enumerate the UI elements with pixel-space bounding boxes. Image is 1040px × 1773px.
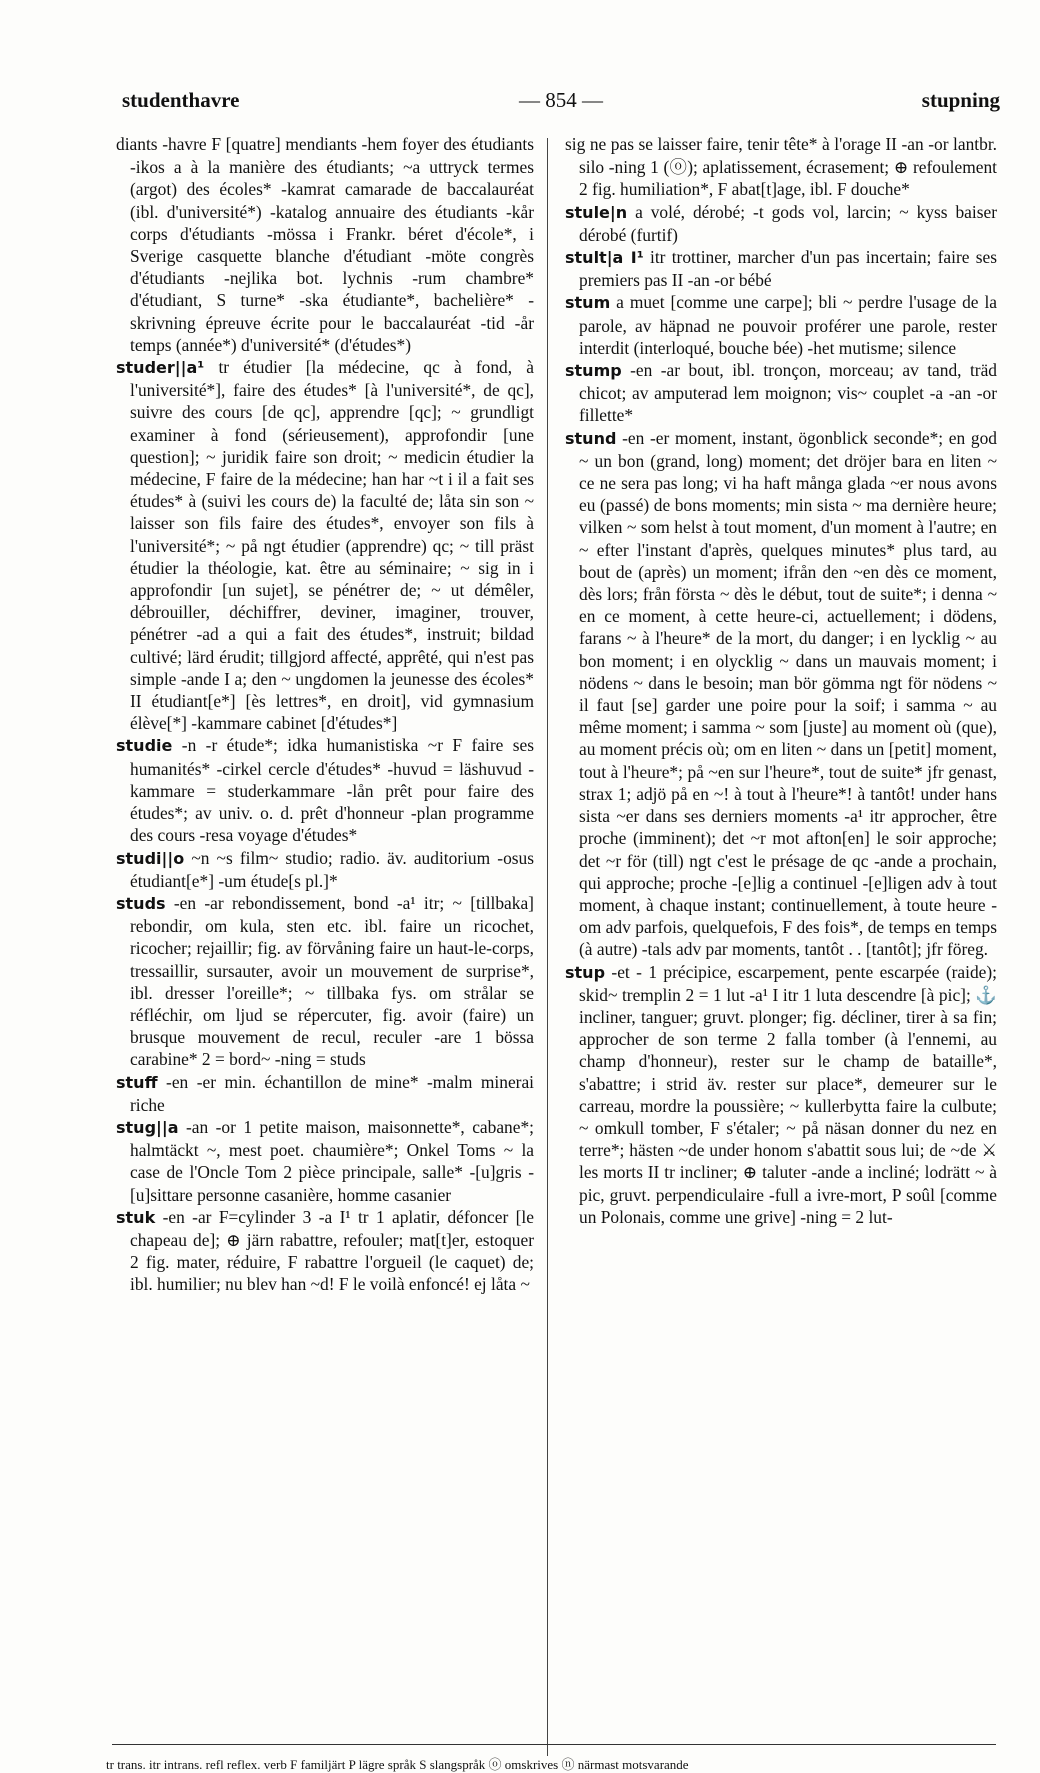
entry-headword: studi||o — [116, 848, 185, 868]
entry-headword: stum — [565, 293, 611, 313]
dictionary-entry — [565, 359, 997, 427]
page-header — [122, 84, 1000, 114]
entry-text: -en -ar bout, ibl. tronçon, morceau; av tand, träd chicot; av amputerad lem moignon; vis~ couplet -a -an -or fillette* — [579, 360, 997, 426]
entry-text: tr étudier [la médecine, qc à fond, à l'université*], faire des études* [à l'université*, de qc], suivre des cours [de qc], apprendre [qc]; ~ grundligt examiner à fond (sérieusement), approfondir [une question]; ~ juridik faire son droit; ~ medicin étudier la médecine, F faire de la médecine; han har ~t i il a fait ses études* à (suivi les cours de) la faculté de; låta sin son ~ laisser son fils faire des études*, envoyer son fils à l'université*; ~ på ngt étudier (apprendre) qc; ~ till präst étudier la théologie, kat. être au séminaire; ~ sig in i approfondir [un sujet], se pénétrer de; ~ ut démêler, débrouiller, déchiffrer, deviner, imaginer, trouver, pénétrer -ad a qui a fait des études*, instruit; bildad cultivé; lärd érudit; tillgjord affecté, apprêté, qui n'est pas simple -ande I a; den ~ ungdomen la jeunesse des écoles* II étudiant[e*] [ès lettres*, en droit], vid gymnasium élève[*] -kammare cabinet [d'études*] — [130, 357, 534, 734]
entry-headword: studie — [116, 736, 173, 756]
dictionary-entry — [565, 246, 997, 291]
entry-text: itr trottiner, marcher d'un pas incertain; faire ses premiers pas II -an -or bébé — [579, 247, 997, 291]
entry-text: -an -or 1 petite maison, maisonnette*, cabane*; halmtäckt ~, mest poet. chaumière*; Onkel Toms ~ la case de l'Oncle Tom 2 pièce principale, salle* -[u]gris -[u]sittare personne casanière, homme casanier — [130, 1116, 534, 1205]
dictionary-entry — [565, 133, 997, 201]
dictionary-entry — [565, 427, 997, 961]
entry-text: -en -ar rebondissement, bond -a¹ itr; ~ [tillbaka] rebondir, om kula, sten etc. ibl. faire un ricochet, ricocher; rejaillir; fig. av förvåning faire un haut-le-corps, tressaillir, sursauter, avoir un mouvement de surprise*, ibl. dresser l'oreille*; ~ tillbaka fys. om strålar se réfléchir, om ljud se répercuter, fig. avoir (faire) un brusque mouvement de recul, reculer -are 1 bössa carabine* 2 = bord~ -ning = studs — [130, 892, 534, 1070]
footer-rule — [112, 1744, 996, 1745]
entry-text: a volé, dérobé; -t gods vol, larcin; ~ kyss baiser dérobé (furtif) — [579, 201, 997, 245]
entry-text: -et - 1 précipice, escarpement, pente escarpée (raide); skid~ tremplin 2 = 1 lut -a¹ I itr 1 luta descendre [à pic]; ⚓ incliner, tanguer; gruvt. plonger; fig. décliner, tirer à sa fin; approcher de son terme 2 falla tomber (à l'ennemi, au champ d'honneur), rester sur le champ de bataille*, s'abattre; i strid äv. rester sur place*, demeurer sur le carreau, mordre la poussière; ~ kullerbytta faire la culbute; ~ omkull tomber, F s'étaler; ~ på näsan donner du nez en terre*; hästen ~de under honom s'abattit sous lui; de ~de ⚔ les morts II tr incliner; ⊕ taluter -ande a incliné; lodrätt ~ à pic, gruvt. perpendiculaire -full a ivre-mort, P soûl [comme un Polonais, comme une grive] -ning = 2 lut- — [579, 961, 997, 1227]
entry-text: sig ne pas se laisser faire, tenir tête* à l'orage II -an -or lantbr. silo -ning 1 (ⓞ); aplatissement, écrasement; ⊕ refoulement 2 fig. humiliation*, F abat[t]age, ibl. F douche* — [565, 134, 997, 200]
dictionary-entry — [565, 201, 997, 246]
entry-text: diants -havre F [quatre] mendiants -hem foyer des étudiants -ikos a à la manière des étudiants; ~a uttryck termes (argot) des écoles* -kamrat camarade de baccalauréat (ibl. d'université*) -katalog annuaire des étudiants -kår corps d'étudiants -mössa i Frankr. béret d'école*, i Sverige casquette blanche d'étudiant -möte congrès d'étudiants -nejlika bot. lychnis -rum chambre* d'étudiant, S turne* -ska étudiante*, bachelière* -skrivning épreuve écrite pour le baccalauréat -tid -år temps (année*) d'université* (d'études*) — [116, 134, 534, 355]
left-column — [116, 133, 534, 1678]
entry-headword: stump — [565, 361, 622, 381]
entry-headword: stup — [565, 962, 606, 982]
entry-headword: studer||a¹ — [116, 358, 205, 378]
abbreviation-footer: tr trans. itr intrans. refl reflex. verb F familjärt P lägre språk S slangspråk ⓞ omskrives ⓝ närmast motsvarande — [106, 1757, 689, 1772]
column-divider — [547, 138, 548, 1756]
entry-text: -en -er moment, instant, ögonblick seconde*; en god ~ un bon (grand, long) moment; det dröjer bara en liten ~ ce ne sera pas long; vi ha haft många glada ~er nous avons eu (passé) de bons moments; min sista ~ ma dernière heure; vilken ~ som helst à tout moment, d'un moment à l'autre; en ~ efter l'instant d'après, quelques minutes* plus tard, au bout de (après) un moment; ifrån den ~en dès ce moment, dès lors; från första ~ dès le début, tout de suite*; i denna ~ en ce moment, à cette heure-ci, actuellement; i dödens, farans ~ à l'heure* de la mort, du danger; i en lycklig ~ au bon moment; i en olycklig ~ dans un mauvais moment; i nödens ~ dans le besoin; man bör gömma ngt för nödens ~ il faut [se] garder une poire pour la soif; i samma ~ au même moment; i samma ~ som [juste] au moment où (que), au moment précis où; om en liten ~ dans un [petit] moment, tout à l'heure*; på ~en sur l'heure*, tout de suite* jfr genast, strax 1; adjö på en ~! à tout à l'heure*! à tantôt! under hans sista ~er dans ses derniers moments -a¹ itr approcher, être proche (imminent); det ~r mot afton[en] le soir approche; det ~r för (till) ngt c'est le présage de qc -ande a prochain, qui approche; proche -[e]lig a continuel -[e]ligen adv à tout moment, à chaque instant; continuellement, à toute heure -om adv parfois, quelquefois, F des fois*, de temps en temps (à autre) -tals adv par moments, tantôt . . [tantôt]; jfr föreg. — [579, 427, 997, 960]
dictionary-entry — [116, 734, 534, 846]
right-running-headword: stupning — [921, 88, 1000, 112]
entry-headword: stuff — [116, 1072, 158, 1092]
right-column — [565, 133, 997, 1678]
dictionary-entry — [116, 356, 534, 734]
entry-text: -n -r étude*; idka humanistiska ~r F faire ses humanités* -cirkel cercle d'études* -huvud = läshuvud -kammare = studerkammare -lån prêt pour faire des études*; av univ. o. d. prêt d'honneur -plan programme des cours -resa voyage d'études* — [130, 735, 534, 846]
entry-text: a muet [comme une carpe]; bli ~ perdre l'usage de la parole, av häpnad ne pouvoir proférer une parole, rester interdit (interloqué, bouche bée) -het mutisme; silence — [579, 292, 997, 358]
entry-headword: stult|a I¹ — [565, 248, 644, 268]
dictionary-entry — [116, 892, 534, 1071]
dictionary-entry — [116, 133, 534, 356]
entry-headword: stund — [565, 428, 617, 448]
dictionary-entry — [116, 847, 534, 892]
entry-text: -en -ar F=cylinder 3 -a I¹ tr 1 aplatir, défoncer [le chapeau de]; ⊕ järn rabattre, refouler; mat[t]er, estoquer 2 fig. mater, réduire, F rabattre l'orgueil (le caquet) de; ibl. humilier; nu blev han ~d! F le voilà enfoncé! ej låta ~ — [130, 1206, 534, 1295]
entry-text: -en -er min. échantillon de mine* -malm minerai riche — [130, 1071, 534, 1115]
entry-headword: studs — [116, 893, 166, 913]
dictionary-entry — [565, 291, 997, 359]
entry-headword: stuk — [116, 1207, 156, 1227]
dictionary-entry — [116, 1206, 534, 1296]
entry-headword: stug||a — [116, 1117, 179, 1137]
entry-text: ~n ~s film~ studio; radio. äv. auditorium -osus étudiant[e*] -um étude[s pl.]* — [130, 847, 534, 891]
dictionary-entry — [116, 1071, 534, 1116]
entry-headword: stule|n — [565, 202, 628, 222]
dictionary-entry — [565, 961, 997, 1228]
dictionary-entry — [116, 1116, 534, 1206]
left-running-headword: studenthavre — [122, 88, 240, 112]
page-number: — 854 — — [519, 88, 603, 112]
